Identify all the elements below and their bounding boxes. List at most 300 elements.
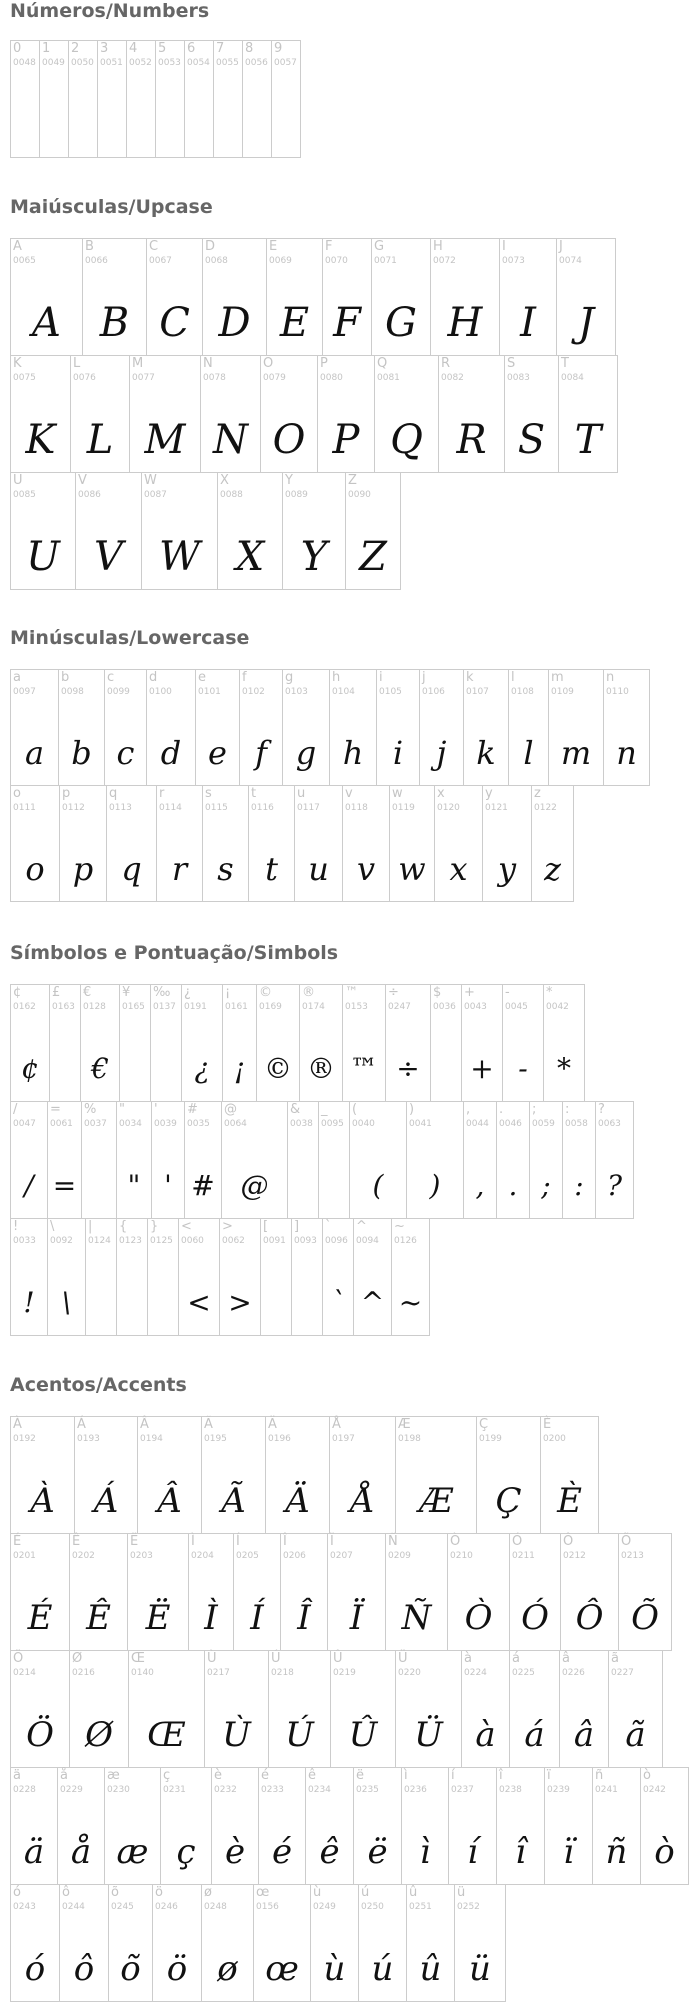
glyph-code-label: 0102 [242,687,265,697]
glyph-char-label: ñ [595,1768,604,1783]
glyph-code-label: 0225 [512,1668,535,1678]
glyph-cell [211,1767,259,1885]
glyph-sample: G [385,300,417,346]
glyph-sample: ( [372,1169,384,1202]
glyph-sample: ` [331,1286,345,1319]
glyph-char-label: û [409,1885,418,1900]
glyph-cell [80,984,120,1102]
glyph-char-label: N [203,356,213,371]
glyph-cell [213,40,243,158]
upper-section [10,196,617,590]
glyph-sample: m [560,734,592,772]
glyph-sample: ® [307,1052,335,1085]
glyph-sample: á [524,1715,545,1755]
glyph-cell [260,1218,292,1336]
glyph-row [10,40,300,158]
glyph-sample: Ö [26,1715,54,1755]
glyph-row [10,472,617,590]
glyph-code-label: 0099 [107,687,130,697]
glyph-cell [128,1650,205,1768]
glyph-sample: Ï [349,1598,364,1638]
glyph-code-label: 0056 [245,58,268,68]
glyph-sample: ò [654,1832,675,1872]
glyph-sample: ó [24,1949,46,1989]
glyph-char-label: Û [333,1651,343,1666]
glyph-cell [322,1218,354,1336]
glyph-sample: h [342,734,364,772]
glyph-cell [129,355,201,473]
glyph-cell [155,40,185,158]
glyph-cell [201,1884,254,2002]
glyph-code-label: 0119 [392,803,415,813]
glyph-char-label: S [507,356,516,371]
glyph-char-label: ô [62,1885,70,1900]
glyph-code-label: 0169 [259,1002,282,1012]
glyph-char-label: \ [50,1219,55,1234]
glyph-code-label: 0039 [154,1119,177,1129]
glyph-sample: Û [348,1715,378,1755]
glyph-cell [463,1101,497,1219]
glyph-sample: o [25,850,45,888]
glyph-code-label: 0061 [50,1119,73,1129]
glyph-char-label: ‰ [153,985,171,1000]
glyph-cell [202,238,267,356]
glyph-char-label: ÷ [388,985,399,1000]
glyph-code-label: 0108 [511,687,534,697]
glyph-char-label: ^ [356,1219,367,1234]
glyph-row [10,1101,633,1219]
glyph-sample: ¢ [21,1052,39,1085]
glyph-char-label: p [62,786,71,801]
glyph-cell [419,669,464,786]
glyph-char-label: á [512,1651,520,1666]
glyph-sample: À [30,1481,55,1521]
glyph-char-label: ¥ [122,985,131,1000]
glyph-code-label: 0161 [225,1002,248,1012]
glyph-code-label: 0051 [100,58,123,68]
glyph-char-label: Î [283,1534,287,1549]
glyph-code-label: 0247 [388,1002,411,1012]
glyph-code-label: 0245 [111,1902,134,1912]
glyph-code-label: 0241 [595,1785,618,1795]
glyph-code-label: 0084 [561,373,584,383]
glyph-cell [476,1416,541,1534]
glyph-cell [147,1218,179,1336]
glyph-char-label: " [119,1102,125,1117]
glyph-sample: n [616,734,637,772]
glyph-char-label: # [187,1102,198,1117]
glyph-char-label: W [144,473,157,488]
glyph-code-label: 0219 [333,1668,356,1678]
glyph-char-label: _ [321,1102,328,1117]
glyph-sample: u [308,850,329,888]
glyph-char-label: à [464,1651,472,1666]
glyph-code-label: 0248 [204,1902,227,1912]
glyph-char-label: J [559,239,563,254]
glyph-char-label: ™ [345,985,358,1000]
glyph-sample: - [518,1052,528,1085]
glyph-cell [150,984,182,1102]
glyph-char-label: k [466,670,474,685]
glyph-cell [97,40,127,158]
glyph-cell [318,1101,350,1219]
glyph-code-label: 0250 [361,1902,384,1912]
glyph-char-label: D [205,239,216,254]
glyph-code-label: 0090 [348,490,371,500]
glyph-cell [280,1533,328,1651]
glyph-char-label: s [205,786,212,801]
glyph-char-label: ö [155,1885,163,1900]
glyph-cell [10,1767,58,1885]
glyph-sample: a [24,734,45,772]
glyph-sample: Õ [631,1598,659,1638]
glyph-code-label: 0230 [107,1785,130,1795]
glyph-code-label: 0066 [85,256,108,266]
glyph-code-label: 0193 [77,1434,100,1444]
glyph-cell [256,984,300,1102]
glyph-cell [376,669,420,786]
glyph-char-label: å [60,1768,68,1783]
glyph-code-label: 0202 [72,1551,95,1561]
numbers-section [10,0,300,158]
glyph-char-label: Ô [563,1534,574,1549]
glyph-code-label: 0220 [398,1668,421,1678]
glyph-sample: > [228,1286,252,1319]
glyph-char-label: Õ [621,1534,632,1549]
glyph-sample: H [447,300,483,346]
glyph-code-label: 0045 [505,1002,528,1012]
glyph-sample: ä [23,1832,45,1872]
glyph-sample: f [255,734,267,772]
glyph-char-label: } [150,1219,159,1234]
glyph-code-label: 0036 [433,1002,456,1012]
glyph-char-label: ~ [394,1219,405,1234]
glyph-char-label: M [132,356,144,371]
accents-grid [10,1416,688,2002]
glyph-char-label: & [290,1102,301,1117]
glyph-sample: r [171,850,188,888]
glyph-char-label: ? [598,1102,605,1117]
glyph-cell [59,1884,109,2002]
glyph-sample: w [398,850,426,888]
glyph-cell [47,1101,82,1219]
glyph-char-label: r [159,786,165,801]
glyph-code-label: 0075 [13,373,36,383]
glyph-code-label: 0042 [546,1002,569,1012]
glyph-cell [137,1416,202,1534]
glyph-char-label: æ [107,1768,120,1783]
glyph-cell [202,785,249,902]
glyph-sample: T [574,417,602,463]
glyph-cell [322,238,372,356]
glyph-cell [116,1218,148,1336]
glyph-char-label: Á [77,1417,86,1432]
glyph-code-label: 0044 [466,1119,489,1129]
glyph-char-label: : [565,1102,570,1117]
glyph-code-label: 0105 [379,687,402,697]
glyph-row [10,1533,688,1651]
accents-section [10,1374,688,2002]
glyph-cell [287,1101,319,1219]
glyph-sample: Ç [495,1481,522,1521]
glyph-sample: A [32,300,61,346]
glyph-cell [49,984,81,1102]
section-title-numbers: Números/Numbers [10,0,210,22]
glyph-row [10,1767,688,1885]
glyph-char-label: 7 [216,41,225,56]
glyph-sample: ë [367,1832,388,1872]
glyph-cell [371,238,431,356]
glyph-sample: X [235,534,265,580]
glyph-cell [239,669,283,786]
glyph-sample: Ò [464,1598,493,1638]
glyph-cell [57,1767,105,1885]
glyph-sample: E [279,300,310,346]
glyph-code-label: 0206 [283,1551,306,1561]
glyph-sample: v [356,850,376,888]
glyph-sample: ¡ [233,1052,246,1085]
glyph-char-label: Y [285,473,293,488]
glyph-sample: ) [429,1169,441,1202]
glyph-sample: ù [323,1949,346,1989]
glyph-char-label: > [222,1219,233,1234]
glyph-row [10,984,633,1102]
glyph-char-label: Z [348,473,357,488]
glyph-code-label: 0121 [485,803,508,813]
glyph-char-label: ë [356,1768,364,1783]
glyph-sample: ú [371,1949,394,1989]
glyph-cell [305,1767,354,1885]
glyph-sample: Ø [85,1715,113,1755]
glyph-char-label: a [13,670,21,685]
glyph-char-label: v [345,786,353,801]
glyph-code-label: 0199 [479,1434,502,1444]
glyph-char-label: G [374,239,385,254]
glyph-sample: ô [73,1949,95,1989]
glyph-char-label: X [220,473,229,488]
glyph-code-label: 0048 [13,58,36,68]
glyph-cell [184,40,214,158]
glyph-sample: è [224,1832,246,1872]
glyph-char-label: ) [409,1102,415,1117]
glyph-sample: d [160,734,182,772]
glyph-code-label: 0070 [325,256,348,266]
glyph-code-label: 0237 [451,1785,474,1795]
glyph-code-label: 0196 [268,1434,291,1444]
glyph-code-label: 0156 [256,1902,279,1912]
glyph-code-label: 0055 [216,58,239,68]
glyph-code-label: 0063 [598,1119,621,1129]
glyph-sample: c [116,734,135,772]
glyph-code-label: 0235 [356,1785,379,1795]
glyph-code-label: 0224 [464,1668,487,1678]
glyph-char-label: { [119,1219,128,1234]
glyph-sample: O [272,417,306,463]
glyph-sample: Ô [575,1598,604,1638]
glyph-char-label: F [325,239,333,254]
glyph-sample: ö [166,1949,188,1989]
glyph-sample: R [456,417,487,463]
glyph-code-label: 0046 [499,1119,522,1129]
glyph-cell [106,785,157,902]
glyph-code-label: 0104 [332,687,355,697]
glyph-code-label: 0106 [422,687,445,697]
glyph-char-label: < [181,1219,192,1234]
glyph-cell [10,785,60,902]
glyph-sample: ø [217,1949,238,1989]
glyph-cell [447,1533,510,1651]
glyph-code-label: 0120 [437,803,460,813]
glyph-code-label: 0112 [62,803,85,813]
glyph-code-label: 0079 [263,373,286,383]
glyph-code-label: 0191 [184,1002,207,1012]
glyph-char-label: + [464,985,475,1000]
glyph-char-label: K [13,356,22,371]
glyph-code-label: 0089 [285,490,308,500]
glyph-code-label: 0078 [203,373,226,383]
glyph-char-label: Ã [204,1417,213,1432]
glyph-cell [82,238,147,356]
glyph-sample: ' [164,1169,172,1202]
glyph-cell [560,1533,619,1651]
glyph-sample: î [515,1832,526,1872]
glyph-cell [562,1101,596,1219]
glyph-sample: L [86,417,114,463]
glyph-cell [548,669,604,786]
glyph-sample: e [208,734,227,772]
glyph-code-label: 0192 [13,1434,36,1444]
glyph-code-label: 0214 [13,1668,36,1678]
glyph-sample: æ [116,1832,149,1872]
glyph-char-label: ] [294,1219,300,1234]
glyph-char-label: B [85,239,94,254]
glyph-cell [544,1767,593,1885]
glyph-cell [434,785,483,902]
glyph-code-label: 0033 [13,1236,36,1246]
glyph-code-label: 0229 [60,1785,83,1795]
glyph-char-label: q [109,786,118,801]
glyph-code-label: 0140 [131,1668,154,1678]
glyph-code-label: 0227 [611,1668,634,1678]
glyph-sample: Å [350,1481,375,1521]
glyph-cell [291,1218,323,1336]
glyph-char-label: Ä [268,1417,277,1432]
glyph-sample: " [127,1169,141,1202]
glyph-cell [10,238,83,356]
glyph-sample: \ [61,1286,72,1319]
section-title-lower: Minúsculas/Lowercase [10,627,250,649]
glyph-char-label: = [50,1102,61,1117]
glyph-cell [204,1650,269,1768]
glyph-code-label: 0107 [466,687,489,697]
glyph-code-label: 0093 [294,1236,317,1246]
glyph-cell [178,1218,220,1336]
glyph-cell [10,1884,60,2002]
glyph-char-label: i [379,670,383,685]
glyph-cell [461,1650,510,1768]
glyph-sample: å [70,1832,92,1872]
glyph-sample: D [218,300,251,346]
glyph-code-label: 0216 [72,1668,95,1678]
glyph-code-label: 0242 [643,1785,666,1795]
glyph-sample: ï [563,1832,574,1872]
glyph-row [10,669,649,786]
glyph-char-label: Ò [450,1534,461,1549]
glyph-code-label: 0060 [181,1236,204,1246]
glyph-sample: : [574,1169,584,1202]
glyph-sample: z [544,850,561,888]
glyph-code-label: 0072 [433,256,456,266]
glyph-cell [385,1533,448,1651]
glyph-code-label: 0125 [150,1236,173,1246]
glyph-cell [406,1884,455,2002]
glyph-sample: p [72,850,94,888]
glyph-code-label: 0205 [236,1551,259,1561]
glyph-cell [104,1767,161,1885]
glyph-cell [59,785,107,902]
glyph-row [10,355,617,473]
glyph-sample: = [52,1169,77,1202]
glyph-sample: ñ [605,1832,628,1872]
glyph-cell [85,1218,117,1336]
glyph-cell [595,1101,634,1219]
glyph-char-label: ì [404,1768,408,1783]
glyph-char-label: £ [52,985,61,1000]
glyph-code-label: 0087 [144,490,167,500]
glyph-code-label: 0115 [205,803,228,813]
glyph-sample: Z [359,534,387,580]
glyph-sample: s [217,850,234,888]
glyph-code-label: 0118 [345,803,368,813]
glyph-code-label: 0034 [119,1119,142,1129]
glyph-cell [389,785,435,902]
glyph-code-label: 0124 [88,1236,111,1246]
glyph-char-label: $ [433,985,442,1000]
glyph-cell [69,1533,128,1651]
glyph-cell [374,355,439,473]
glyph-code-label: 0057 [274,58,297,68]
glyph-code-label: 0035 [187,1119,210,1129]
numbers-grid [10,40,300,158]
glyph-code-label: 0069 [269,256,292,266]
glyph-char-label: @ [224,1102,237,1117]
glyph-sample: ì [419,1832,431,1872]
glyph-cell [461,984,503,1102]
glyph-code-label: 0249 [313,1902,336,1912]
glyph-char-label: ' [154,1102,158,1117]
glyph-cell [10,40,40,158]
glyph-code-label: 0091 [263,1236,286,1246]
glyph-char-label: 4 [129,41,138,56]
glyph-sample: Q [390,417,423,463]
glyph-code-label: 0203 [130,1551,153,1561]
glyph-char-label: â [562,1651,570,1666]
glyph-cell [329,1416,396,1534]
glyph-row [10,1884,688,2002]
glyph-cell [201,1416,266,1534]
glyph-char-label: Â [140,1417,149,1432]
glyph-cell [10,1101,48,1219]
glyph-char-label: c [107,670,115,685]
glyph-char-label: 8 [245,41,254,56]
glyph-char-label: H [433,239,443,254]
glyph-char-label: | [88,1219,93,1234]
glyph-char-label: Æ [398,1417,411,1432]
glyph-char-label: o [13,786,21,801]
glyph-char-label: - [505,985,510,1000]
glyph-code-label: 0213 [621,1551,644,1561]
glyph-code-label: 0109 [551,687,574,697]
